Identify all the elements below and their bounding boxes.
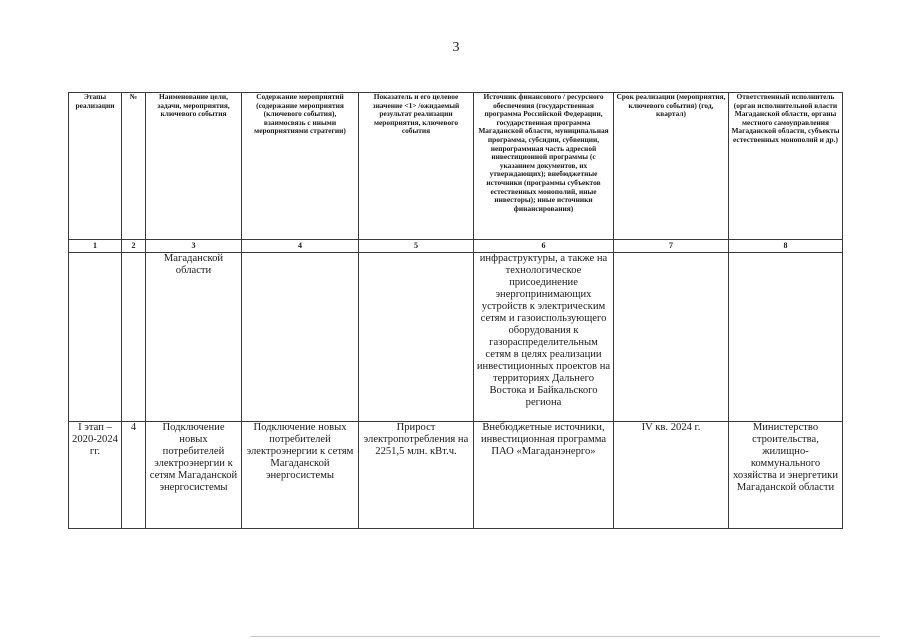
header-number: № — [122, 93, 146, 240]
header-stage: Этапы реализации — [69, 93, 122, 240]
cell-number: 4 — [122, 422, 146, 529]
cell-term — [614, 253, 729, 422]
cell-source: Внебюджетные источники, инвестиционная программа ПАО «Магаданэнерго» — [474, 422, 614, 529]
table-row — [69, 422, 843, 529]
header-source: Источник финансового / ресурсного обеспечения (государственная программа Российской Федерации, государственная программа Магаданской области, муниципальная программа, субсидии, субвенции, непрограммная часть адресной инвестиционной программы (с указанием документов, их утверждающих); внебюджетные источники (программы субъектов естественных монополий, иные инвесторы); иные источники финансирования) — [474, 93, 614, 240]
column-number: 8 — [729, 240, 843, 253]
table-row — [69, 253, 843, 422]
cell-term: IV кв. 2024 г. — [614, 422, 729, 529]
cell-content: Подключение новых потребителей электроэнергии к сетям Магаданской энергосистемы — [242, 422, 359, 529]
header-row — [69, 93, 843, 240]
cell-executor: Министерство строительства, жилищно-коммунального хозяйства и энергетики Магаданской области — [729, 422, 843, 529]
strategy-table — [68, 92, 843, 529]
cell-indicator: Прирост электропотребления на 2251,5 млн. кВт.ч. — [359, 422, 474, 529]
cell-stage — [69, 253, 122, 422]
cell-stage: I этап – 2020-2024 гг. — [69, 422, 122, 529]
column-number: 1 — [69, 240, 122, 253]
column-number: 6 — [474, 240, 614, 253]
header-name: Наименование цели, задачи, мероприятия, ключевого события — [146, 93, 242, 240]
header-executor: Ответственный исполнитель (орган исполнительной власти Магаданской области, органы местного самоуправления Магаданской области, субъекты естественных монополий и др.) — [729, 93, 843, 240]
scan-artifact-line — [250, 636, 880, 637]
cell-number — [122, 253, 146, 422]
cell-name: Магаданской области — [146, 253, 242, 422]
header-indicator: Показатель и его целевое значение <1> /ожидаемый результат реализации мероприятия, ключевого события — [359, 93, 474, 240]
column-number-row — [69, 240, 843, 253]
column-number: 2 — [122, 240, 146, 253]
header-content: Содержание мероприятий (содержание мероприятия (ключевого события), взаимосвязь с иными мероприятиями стратегии) — [242, 93, 359, 240]
cell-source: инфраструктуры, а также на технологическое присоединение энергопринимающих устройств к электрическим сетям и газоиспользующего оборудования к газораспределительным сетям в целях реализации инвестиционных проектов на территориях Дальнего Востока и Байкальского региона — [474, 253, 614, 422]
cell-indicator — [359, 253, 474, 422]
cell-content — [242, 253, 359, 422]
page-number: 3 — [452, 40, 460, 55]
column-number: 4 — [242, 240, 359, 253]
column-number: 7 — [614, 240, 729, 253]
column-number: 5 — [359, 240, 474, 253]
cell-executor — [729, 253, 843, 422]
cell-name: Подключение новых потребителей электроэнергии к сетям Магаданской энергосистемы — [146, 422, 242, 529]
header-term: Срок реализации (мероприятия, ключевого события) (год, квартал) — [614, 93, 729, 240]
column-number: 3 — [146, 240, 242, 253]
